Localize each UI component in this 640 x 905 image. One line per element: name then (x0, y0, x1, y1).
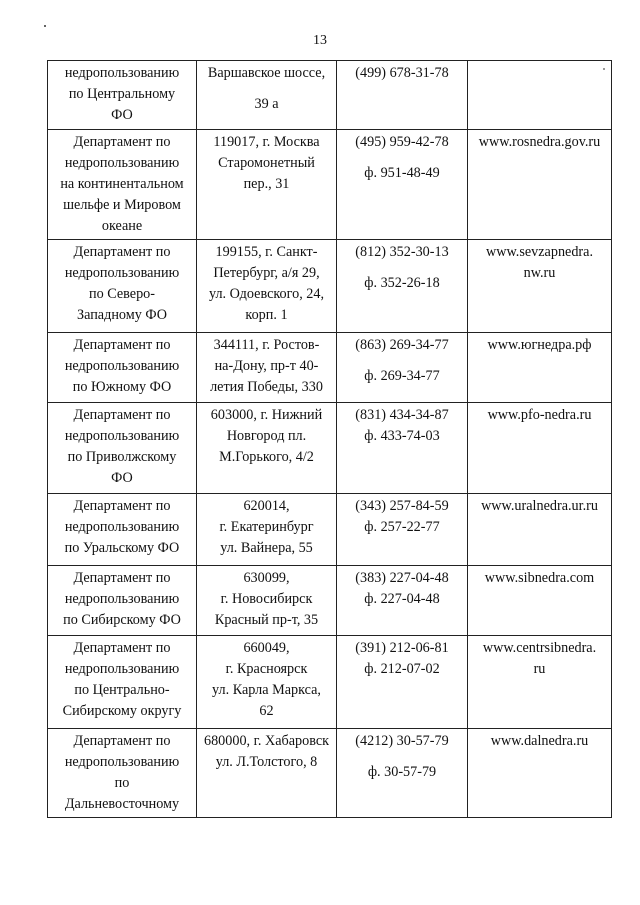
website (468, 61, 612, 130)
department-name: недропользованию по Центральному ФО (48, 61, 197, 130)
department-name: Департамент по недропользованию на континентальном шельфе и Мировом океане (48, 130, 197, 240)
department-name: Департамент по недропользованию по Приволжскому ФО (48, 403, 197, 494)
phone: (391) 212-06-81 (355, 640, 449, 656)
table-row (48, 333, 612, 403)
table-row (48, 240, 612, 333)
address: 620014, г. Екатеринбург ул. Вайнера, 55 (197, 494, 337, 566)
phone-cell (337, 636, 468, 729)
phone: (383) 227-04-48 (355, 570, 449, 586)
fax: ф. 257-22-77 (364, 519, 440, 535)
phone: (495) 959-42-78 (355, 134, 449, 150)
page-number: 13 (313, 33, 327, 48)
phone: (343) 257-84-59 (355, 498, 449, 514)
address-cell (197, 61, 337, 130)
phone: (812) 352-30-13 (355, 244, 449, 260)
fax: ф. 30-57-79 (367, 764, 437, 780)
fax: ф. 212-07-02 (364, 661, 440, 677)
table-row (48, 61, 612, 130)
phone-cell (337, 240, 468, 333)
website: www.sibnedra.com (468, 566, 612, 636)
address: 119017, г. Москва Старомонетный пер., 31 (197, 130, 337, 240)
address: 39 а (254, 96, 279, 112)
phone-cell (337, 729, 468, 818)
phone: (499) 678-31-78 (355, 65, 449, 81)
address: 199155, г. Санкт- Петербург, а/я 29, ул. Одоевского, 24, корп. 1 (197, 240, 337, 333)
phone-cell (337, 61, 468, 130)
phone-cell (337, 130, 468, 240)
website: www.югнедра.рф (468, 333, 612, 403)
phone-cell (337, 333, 468, 403)
phone-cell (337, 566, 468, 636)
address: 660049, г. Красноярск ул. Карла Маркса, 62 (197, 636, 337, 729)
phone-cell (337, 403, 468, 494)
website: www.dalnedra.ru (468, 729, 612, 818)
phone-cell (337, 494, 468, 566)
table-row (48, 494, 612, 566)
fax: ф. 433-74-03 (364, 428, 440, 444)
phone: (4212) 30-57-79 (355, 733, 449, 749)
address: Варшавское шоссе, (207, 65, 326, 81)
table-row (48, 636, 612, 729)
department-name: Департамент по недропользованию по Центрально- Сибирскому округу (48, 636, 197, 729)
address: 603000, г. Нижний Новгород пл. М.Горького, 4/2 (197, 403, 337, 494)
phone: (831) 434-34-87 (355, 407, 449, 423)
contacts-table (47, 60, 612, 818)
department-name: Департамент по недропользованию по Дальневосточному (48, 729, 197, 818)
table-row (48, 729, 612, 818)
department-name: Департамент по недропользованию по Северо- Западному ФО (48, 240, 197, 333)
scan-speck (44, 25, 46, 27)
table-row (48, 403, 612, 494)
fax: ф. 352-26-18 (364, 275, 440, 291)
phone: (863) 269-34-77 (355, 337, 449, 353)
table-row (48, 130, 612, 240)
fax: ф. 951-48-49 (364, 165, 440, 181)
website: www.sevzapnedra. nw.ru (468, 240, 612, 333)
fax: ф. 227-04-48 (364, 591, 440, 607)
table-row (48, 566, 612, 636)
address: 344111, г. Ростов- на-Дону, пр-т 40- летия Победы, 330 (197, 333, 337, 403)
department-name: Департамент по недропользованию по Сибирскому ФО (48, 566, 197, 636)
website: www.rosnedra.gov.ru (468, 130, 612, 240)
website: www.centrsibnedra. ru (468, 636, 612, 729)
address: 630099, г. Новосибирск Красный пр-т, 35 (197, 566, 337, 636)
website: www.uralnedra.ur.ru (468, 494, 612, 566)
address: 680000, г. Хабаровск ул. Л.Толстого, 8 (197, 729, 337, 818)
website: www.pfo-nedra.ru (468, 403, 612, 494)
department-name: Департамент по недропользованию по Южному ФО (48, 333, 197, 403)
fax: ф. 269-34-77 (364, 368, 440, 384)
department-name: Департамент по недропользованию по Уральскому ФО (48, 494, 197, 566)
